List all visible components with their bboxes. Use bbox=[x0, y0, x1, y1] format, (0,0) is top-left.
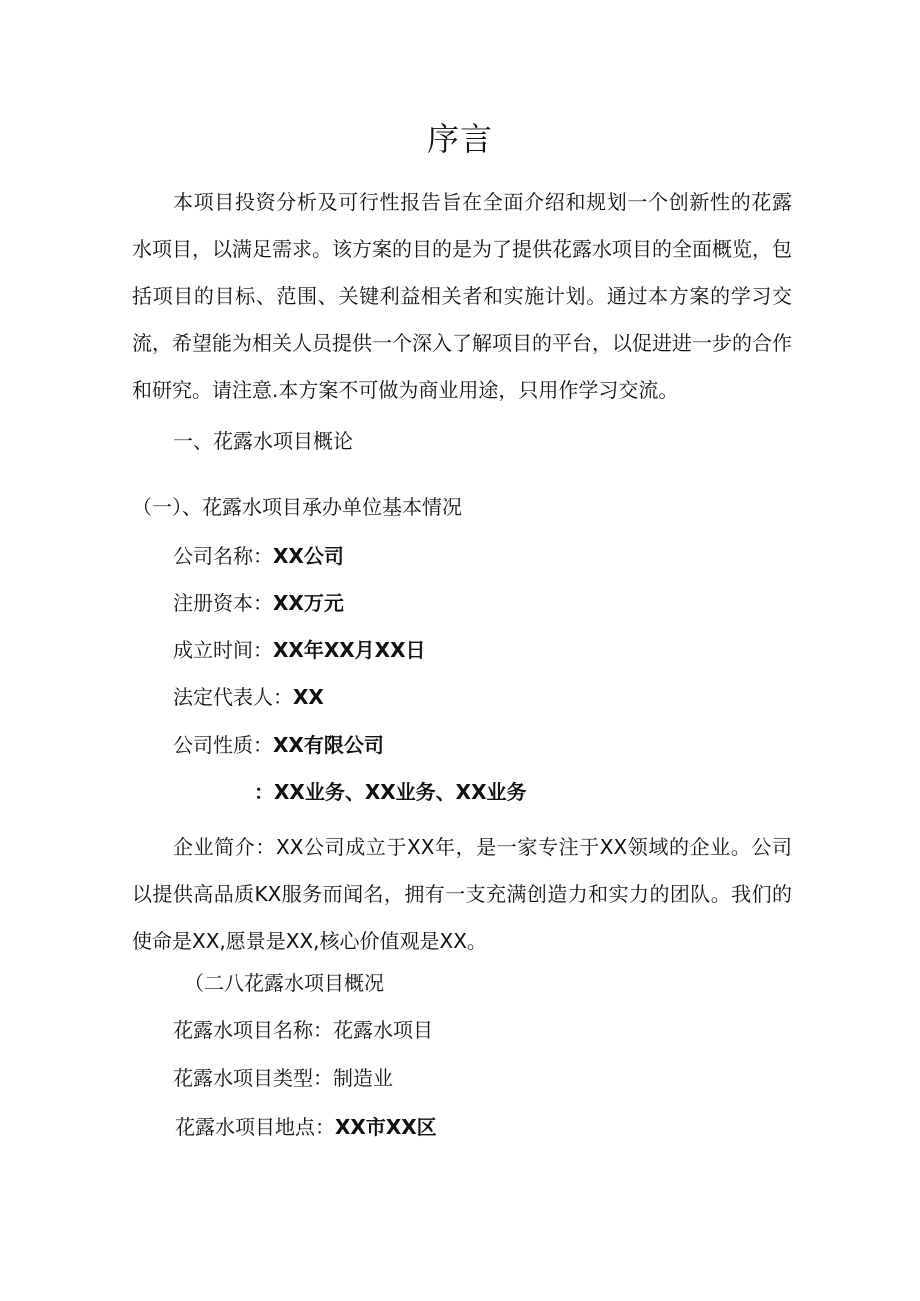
project-location-label: 花露水项目地点： bbox=[175, 1115, 335, 1139]
project-type-value: 制造业 bbox=[333, 1066, 393, 1090]
company-profile-paragraph bbox=[132, 824, 792, 965]
founded-date-label: 成立时间： bbox=[173, 638, 273, 662]
project-name-value: 花露水项目 bbox=[333, 1018, 433, 1042]
business-scope-row bbox=[254, 778, 527, 806]
company-nature-row bbox=[173, 731, 384, 759]
legal-representative-value: XX bbox=[293, 685, 324, 709]
company-name-label: 公司名称： bbox=[173, 544, 273, 568]
project-location-row bbox=[175, 1113, 437, 1141]
founded-date-row bbox=[173, 636, 426, 664]
project-name-label: 花露水项目名称： bbox=[173, 1018, 333, 1042]
intro-paragraph: 本项目投资分析及可行性报告旨在全面介绍和规划一个创新性的花露水项目，以满足需求。该方案的目的是为了提供花露水项目的全面概览，包括项目的目标、范围、关键利益相关者和实施计划。通过本方案的学习交流，希望能为相关人员提供一个深入了解项目的平台，以促进进一步的合作和研究。请注意.本方案不可做为商业用途，只用作学习交流。 bbox=[132, 190, 792, 402]
company-name-value: XX公司 bbox=[273, 544, 344, 568]
registered-capital-value: XX万元 bbox=[273, 591, 344, 615]
subsection-heading-company: （一）、花露水项目承办单位基本情况 bbox=[132, 495, 462, 519]
registered-capital-label: 注册资本： bbox=[173, 591, 273, 615]
project-type-label: 花露水项目类型： bbox=[173, 1066, 333, 1090]
company-nature-label: 公司性质： bbox=[173, 733, 273, 757]
founded-date-value: XX年XX月XX日 bbox=[273, 638, 426, 662]
section-heading: 一、花露水项目概论 bbox=[173, 429, 353, 453]
company-name-row bbox=[173, 542, 344, 570]
company-profile-label: 企业简介： bbox=[173, 835, 276, 859]
registered-capital-row bbox=[173, 589, 344, 617]
legal-representative-label: 法定代表人： bbox=[173, 685, 293, 709]
business-scope-value: ：XX业务、XX业务、XX业务 bbox=[254, 780, 527, 804]
project-name-row bbox=[173, 1016, 433, 1044]
company-profile-value: XX公司成立于XX年，是一家专注于XX领域的企业。公司以提供高品质KX服务而闻名，拥有一支充满创造力和实力的团队。我们的使命是XX,愿景是XX,核心价值观是XX。 bbox=[132, 835, 792, 953]
subsection-heading-project: （二八花露水项目概况 bbox=[184, 971, 384, 995]
page-title: 序言 bbox=[426, 120, 493, 158]
legal-representative-row bbox=[173, 683, 324, 711]
project-location-value: XX市XX区 bbox=[335, 1115, 437, 1139]
company-nature-value: XX有限公司 bbox=[273, 733, 384, 757]
project-type-row bbox=[173, 1064, 393, 1092]
